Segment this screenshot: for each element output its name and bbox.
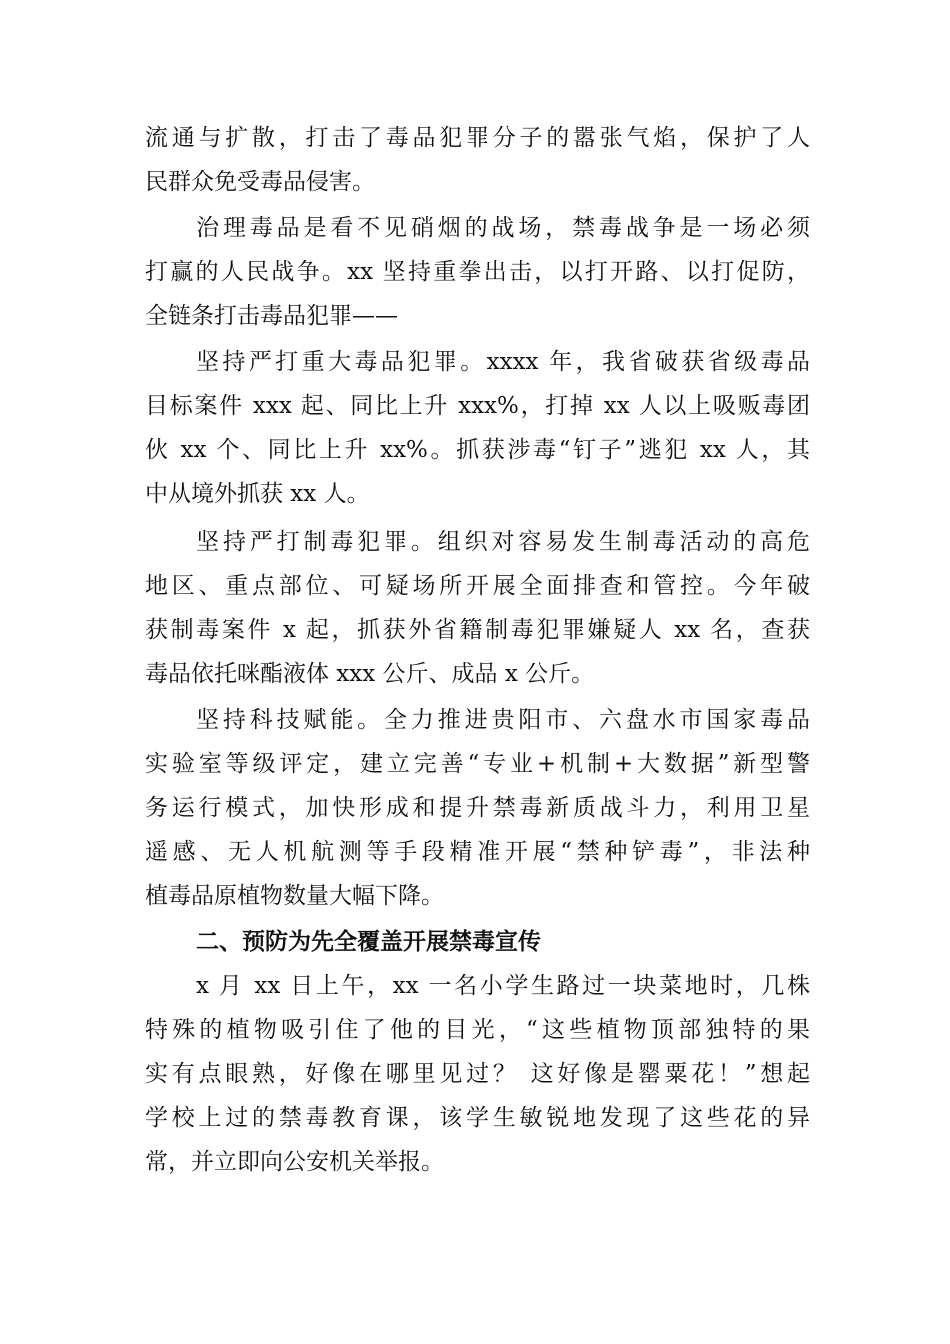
text-line: 常，并立即向公安机关举报。 xyxy=(145,1149,444,1175)
section-heading: 二、预防为先全覆盖开展禁毒宣传 xyxy=(196,929,541,955)
text-line: 中从境外抓获 xx 人。 xyxy=(145,481,370,507)
text-line: 流通与扩散，打击了毒品犯罪分子的嚣张气焰，保护了人 xyxy=(145,125,810,151)
text-line: 治理毒品是看不见硝烟的战场，禁毒战争是一场必须 xyxy=(196,215,810,241)
text-line: 民群众免受毒品侵害。 xyxy=(145,169,375,195)
text-line: 坚持科技赋能。全力推进贵阳市、六盘水市国家毒品 xyxy=(196,707,810,733)
text-line: 实验室等级评定，建立完善“专业+机制+大数据”新型警 xyxy=(145,751,810,777)
text-line: 全链条打击毒品犯罪—— xyxy=(145,303,398,329)
text-line: 学校上过的禁毒教育课，该学生敏锐地发现了这些花的异 xyxy=(145,1105,810,1131)
text-line: 特殊的植物吸引住了他的目光，“这些植物顶部独特的果 xyxy=(145,1017,810,1043)
text-line: 务运行模式，加快形成和提升禁毒新质战斗力，利用卫星 xyxy=(145,795,810,821)
text-line: 植毒品原植物数量大幅下降。 xyxy=(145,883,444,909)
text-line: x 月 xx 日上午，xx 一名小学生路过一块菜地时，几株 xyxy=(196,973,810,999)
text-line: 坚持严打制毒犯罪。组织对容易发生制毒活动的高危 xyxy=(196,529,810,555)
text-line: 毒品依托咪酯液体 xxx 公斤、成品 x 公斤。 xyxy=(145,661,595,687)
text-line: 地区、重点部位、可疑场所开展全面排查和管控。今年破 xyxy=(145,573,810,599)
text-line: 遥感、无人机航测等手段精准开展“禁种铲毒”，非法种 xyxy=(145,839,810,865)
text-line: 伙 xx 个、同比上升 xx%。抓获涉毒“钉子”逃犯 xx 人，其 xyxy=(145,437,810,463)
text-line: 坚持严打重大毒品犯罪。xxxx 年，我省破获省级毒品 xyxy=(196,349,810,375)
text-line: 打赢的人民战争。xx 坚持重拳出击，以打开路、以打促防， xyxy=(145,259,810,285)
text-line: 获制毒案件 x 起，抓获外省籍制毒犯罪嫌疑人 xx 名，查获 xyxy=(145,617,810,643)
text-line: 实有点眼熟，好像在哪里见过？ 这好像是罂粟花！”想起 xyxy=(145,1061,810,1087)
text-line: 目标案件 xxx 起、同比上升 xxx%，打掉 xx 人以上吸贩毒团 xyxy=(145,393,810,419)
